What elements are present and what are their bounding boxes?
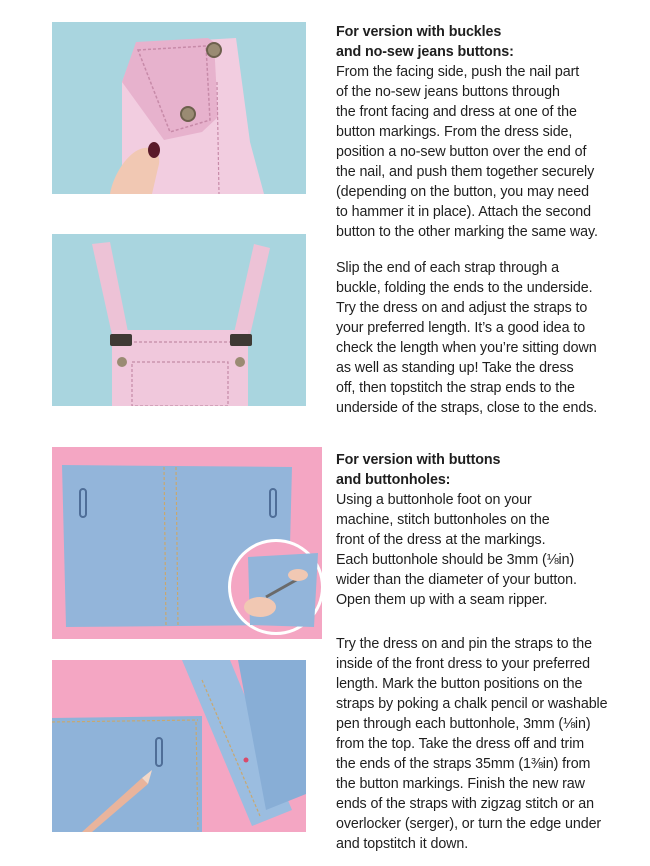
photo-straps-buckles — [52, 234, 306, 406]
section-body: Slip the end of each strap through a buckle, folding the ends to the underside. Try the dress on and adjust the straps to your preferred length. It’s a good idea to check the length when you’re sitting down as well as standing up! Take the dress off, then topstitch the strap ends to the underside of the straps, close to the ends. — [336, 260, 598, 416]
photo-strap-marking — [52, 660, 306, 832]
section-heading: For version with buckles and no-sew jeans buttons: — [336, 24, 514, 60]
instructions-strap-marking — [336, 634, 636, 854]
instructions-strap-adjust — [336, 258, 636, 418]
section-heading: For version with buttons and buttonholes: — [336, 452, 501, 488]
instructions-buttonholes — [336, 450, 636, 610]
instructions-buckles — [336, 22, 636, 242]
section-body: Try the dress on and pin the straps to the inside of the front dress to your preferred length. Mark the button positions on the straps by poking a chalk pencil or washable pen through each buttonhole, 3mm (⅛in) from the top. Take the dress off and trim the ends of the straps 35mm (1⅜in) from the button markings. Finish the new raw ends of the straps with zigzag stitch or an overlocker (serger), or turn the edge under and topstitch it down. — [336, 636, 608, 852]
photo-no-sew-button — [52, 22, 306, 194]
photo-buttonholes — [52, 447, 322, 639]
section-body: From the facing side, push the nail part of the no-sew jeans buttons through the front facing and dress at one of the button markings. From the dress side, position a no-sew button over the end of the nail, and push them together securely (depending on the button, you may need to hammer it in place). Attach the second button to the other marking the same way. — [336, 64, 598, 240]
section-body: Using a buttonhole foot on your machine, stitch buttonholes on the front of the dress at the markings. Each buttonhole should be 3mm (⅛in) wider than the diameter of your button. Open them up with a seam ripper. — [336, 492, 577, 608]
